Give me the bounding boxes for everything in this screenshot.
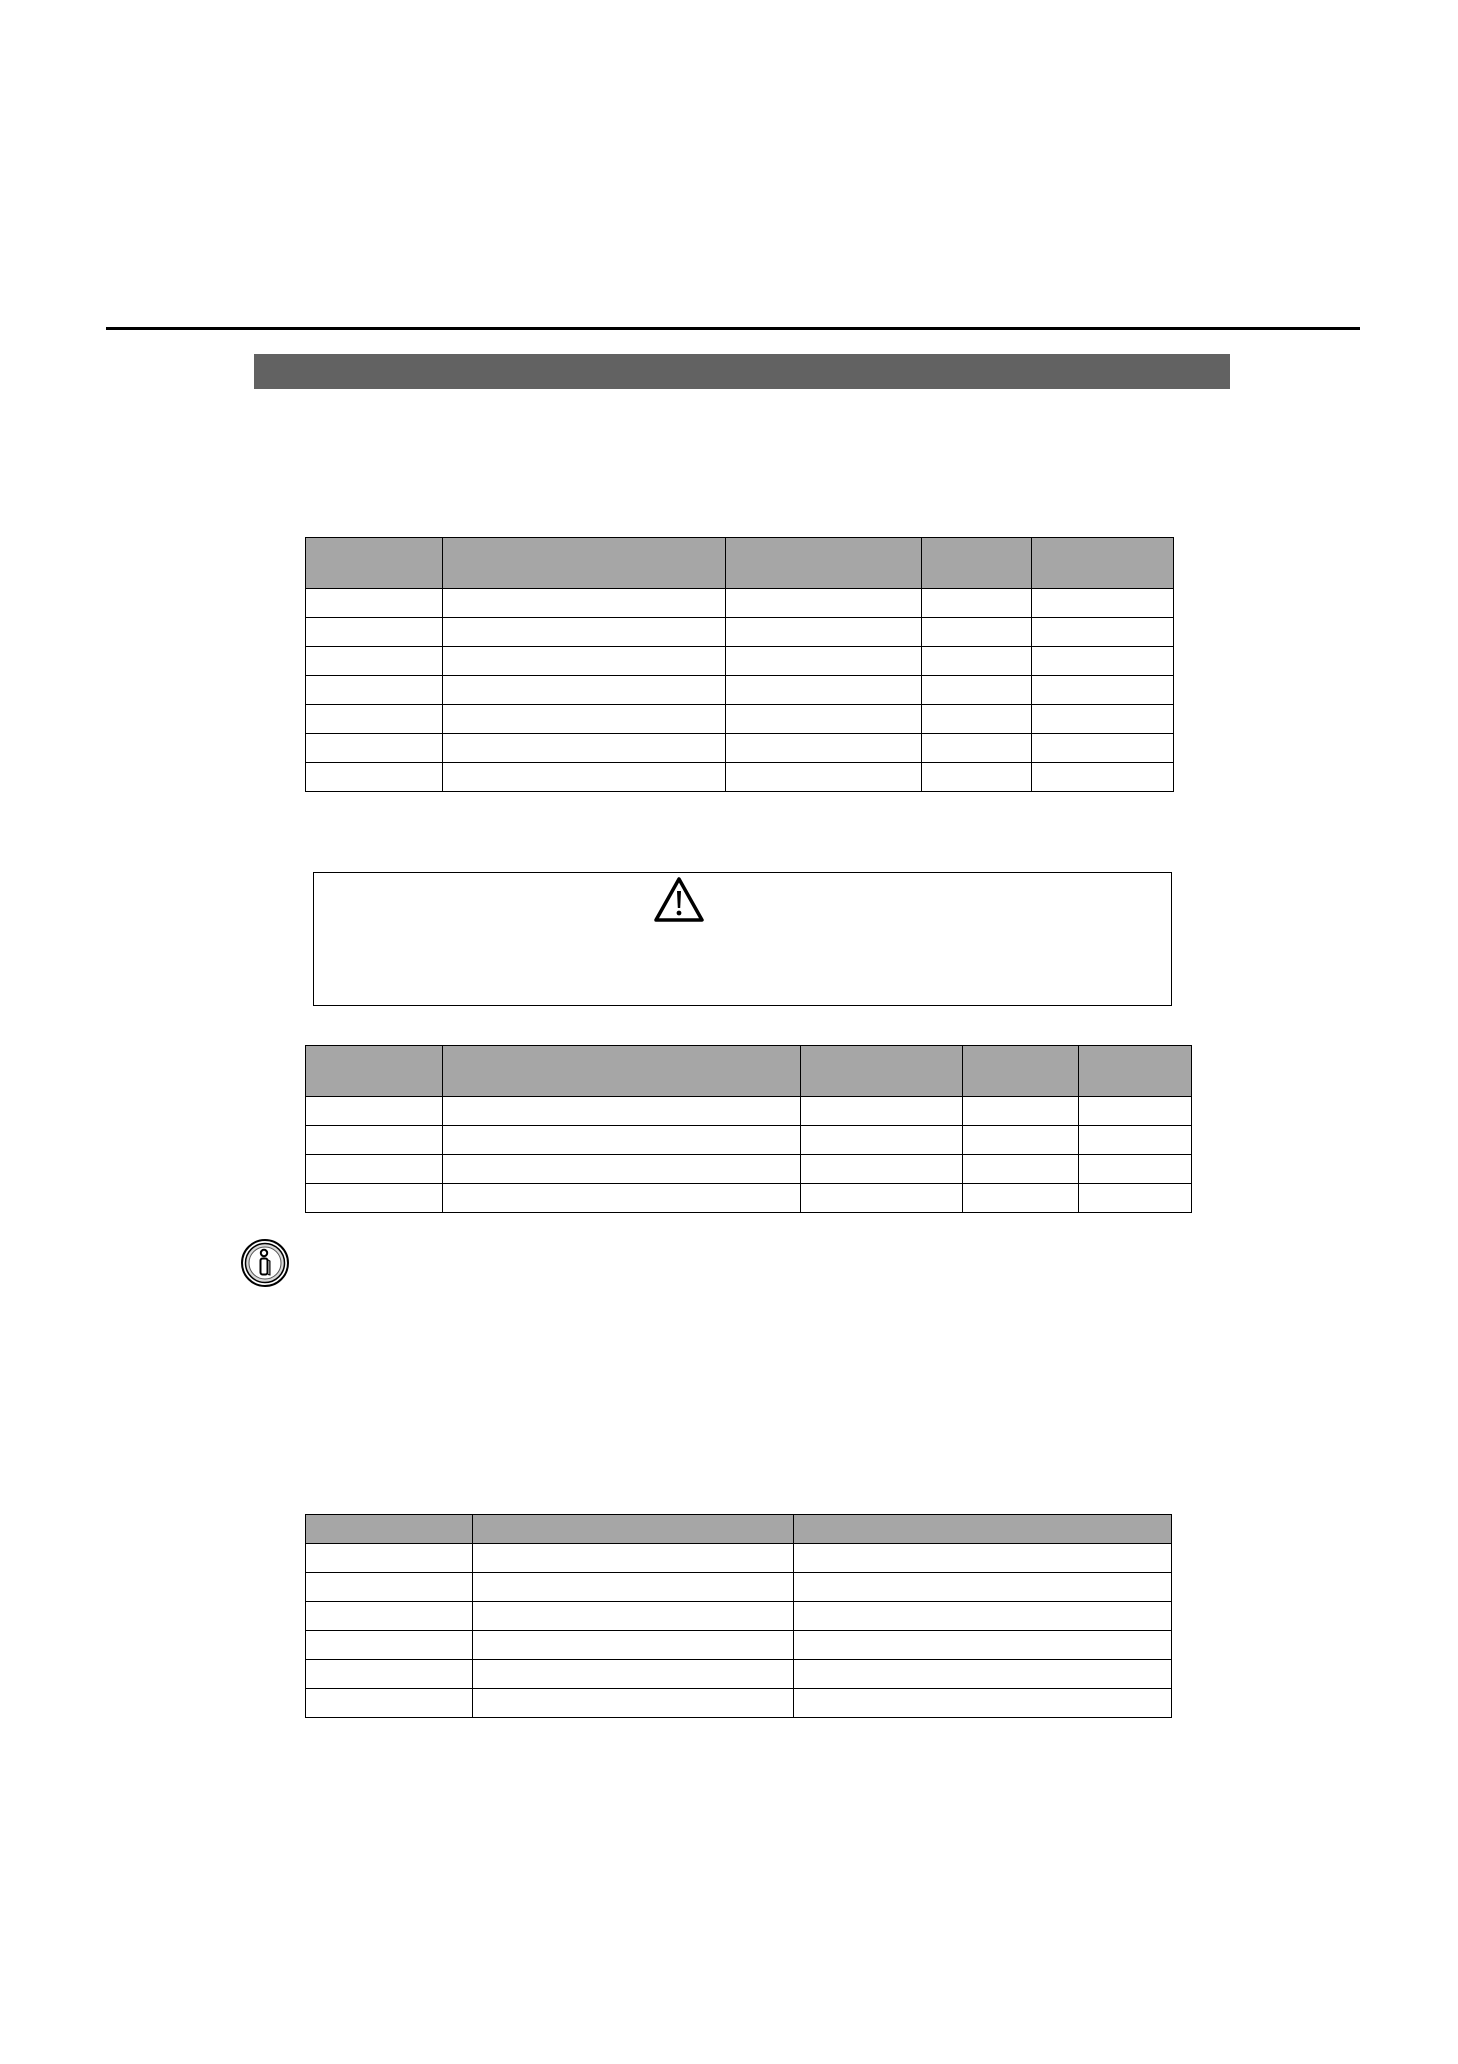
table-cell <box>473 1544 794 1573</box>
table-cell <box>443 1184 801 1213</box>
table-header-cell <box>443 538 726 589</box>
table-cell <box>443 1155 801 1184</box>
table-cell <box>306 734 443 763</box>
spec-table-2 <box>305 1045 1192 1213</box>
table-header-row <box>306 1515 1172 1544</box>
table-cell <box>443 676 726 705</box>
table-cell <box>801 1097 963 1126</box>
table-cell <box>306 676 443 705</box>
table-header-cell <box>306 1515 473 1544</box>
table-cell <box>473 1689 794 1718</box>
table-cell <box>443 763 726 792</box>
table-header-cell <box>922 538 1032 589</box>
table-cell <box>306 1544 473 1573</box>
table-cell <box>801 1126 963 1155</box>
table-cell <box>443 618 726 647</box>
table-cell <box>443 1126 801 1155</box>
table-cell <box>473 1660 794 1689</box>
table-row <box>306 618 1174 647</box>
table-cell <box>1079 1097 1192 1126</box>
table-cell <box>306 1689 473 1718</box>
table-cell <box>306 1126 443 1155</box>
table-cell <box>794 1689 1172 1718</box>
table-cell <box>1032 647 1174 676</box>
table-cell <box>1032 734 1174 763</box>
table-cell <box>794 1660 1172 1689</box>
table-cell <box>1079 1126 1192 1155</box>
table-row <box>306 1097 1192 1126</box>
warning-triangle-icon <box>653 876 705 924</box>
table-cell <box>306 1660 473 1689</box>
table-header-row <box>306 538 1174 589</box>
section-banner <box>254 354 1230 389</box>
table-cell <box>726 763 922 792</box>
table-cell <box>473 1573 794 1602</box>
table-header-cell <box>1032 538 1174 589</box>
table-cell <box>922 589 1032 618</box>
table-cell <box>443 734 726 763</box>
table-header-cell <box>1079 1046 1192 1097</box>
table-cell <box>1032 705 1174 734</box>
table-cell <box>922 618 1032 647</box>
table-cell <box>801 1155 963 1184</box>
table-cell <box>306 1155 443 1184</box>
table-cell <box>1032 589 1174 618</box>
table-cell <box>443 589 726 618</box>
table-cell <box>306 647 443 676</box>
table-cell <box>1032 676 1174 705</box>
table-cell <box>963 1184 1079 1213</box>
table-cell <box>794 1544 1172 1573</box>
table-cell <box>726 647 922 676</box>
table-row <box>306 763 1174 792</box>
table-header-row <box>306 1046 1192 1097</box>
table-cell <box>306 705 443 734</box>
table-cell <box>473 1631 794 1660</box>
table-header-cell <box>963 1046 1079 1097</box>
header-rule <box>106 327 1360 330</box>
table-cell <box>922 647 1032 676</box>
table-header-cell <box>801 1046 963 1097</box>
table-cell <box>922 705 1032 734</box>
table-cell <box>1032 618 1174 647</box>
table-row <box>306 676 1174 705</box>
table-row <box>306 1660 1172 1689</box>
table-row <box>306 589 1174 618</box>
table-cell <box>963 1155 1079 1184</box>
table-cell <box>1079 1155 1192 1184</box>
table-cell <box>306 589 443 618</box>
table-cell <box>306 1184 443 1213</box>
table-cell <box>922 676 1032 705</box>
spec-table-1 <box>305 537 1174 792</box>
table-row <box>306 1126 1192 1155</box>
table-row <box>306 1573 1172 1602</box>
spec-table-3 <box>305 1514 1172 1718</box>
table-cell <box>794 1602 1172 1631</box>
table-cell <box>794 1573 1172 1602</box>
table-cell <box>1079 1184 1192 1213</box>
table-cell <box>963 1097 1079 1126</box>
table-row <box>306 734 1174 763</box>
table-cell <box>726 705 922 734</box>
table-cell <box>726 589 922 618</box>
table-cell <box>306 1573 473 1602</box>
table-header-cell <box>726 538 922 589</box>
table-cell <box>443 1097 801 1126</box>
table-cell <box>306 1631 473 1660</box>
table-row <box>306 1544 1172 1573</box>
table-cell <box>443 705 726 734</box>
table-cell <box>306 618 443 647</box>
table-cell <box>922 763 1032 792</box>
table-cell <box>922 734 1032 763</box>
table-header-cell <box>794 1515 1172 1544</box>
table-row <box>306 1184 1192 1213</box>
table-header-cell <box>306 538 443 589</box>
table-cell <box>726 676 922 705</box>
table-row <box>306 1689 1172 1718</box>
table-cell <box>306 1602 473 1631</box>
table-cell <box>794 1631 1172 1660</box>
caution-box <box>313 872 1172 1006</box>
info-icon <box>240 1238 290 1288</box>
table-row <box>306 647 1174 676</box>
table-cell <box>443 647 726 676</box>
table-row <box>306 1602 1172 1631</box>
table-header-cell <box>473 1515 794 1544</box>
table-header-cell <box>443 1046 801 1097</box>
table-cell <box>801 1184 963 1213</box>
table-cell <box>726 734 922 763</box>
table-cell <box>473 1602 794 1631</box>
table-header-cell <box>306 1046 443 1097</box>
table-row <box>306 1155 1192 1184</box>
table-cell <box>1032 763 1174 792</box>
table-row <box>306 1631 1172 1660</box>
table-cell <box>306 1097 443 1126</box>
table-row <box>306 705 1174 734</box>
table-cell <box>306 763 443 792</box>
table-cell <box>963 1126 1079 1155</box>
table-cell <box>726 618 922 647</box>
